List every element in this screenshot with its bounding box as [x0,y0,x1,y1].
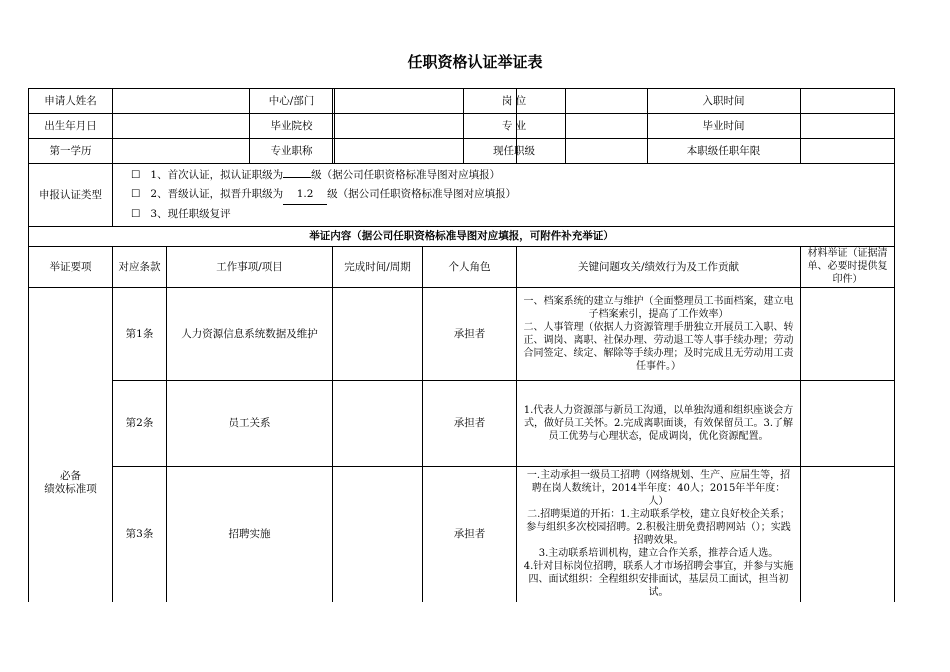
title-value-cell[interactable] [333,139,535,164]
applicant-name-cell[interactable] [113,89,333,114]
apply-type-label: 申报认证类型 [29,164,113,227]
apply-type-options [113,164,895,227]
entry-date-value[interactable] [801,89,895,114]
graduation-date-label: 毕业时间 [702,119,745,132]
header-contrib: 关键问题攻关/绩效行为及工作贡献 [517,247,801,288]
evidence-section-title: 举证内容（据公司任职资格标准导图对应填报，可附件补充举证） [29,227,895,247]
header-clause: 对应条款 [113,247,167,288]
row3-time[interactable] [333,467,423,602]
row2-clause: 第2条 [113,381,167,467]
current-rank-value-cell[interactable] [517,139,801,164]
option-first-cert[interactable]: ☐ 1、首次认证，拟认证职级为 级（据公司任职资格标准导图对应填报） [113,166,894,185]
birth-date-label: 出生年月日 [29,114,113,139]
major-value-cell[interactable] [517,114,801,139]
row1-item: 人力资源信息系统数据及维护 [167,288,333,381]
certification-form-table [28,88,895,602]
header-item: 工作事项/项目 [167,247,333,288]
school-label: 毕业院校 [270,119,313,132]
checkbox-icon[interactable]: ☐ [131,188,141,200]
row1-role: 承担者 [423,288,517,381]
row1-clause: 第1条 [113,288,167,381]
row3-contrib: 一.主动承担一级员工招聘（网络规划、生产、应届生等，招聘在岗人数统计，2014半年度：40人；2015年半年度：人） 二.招聘渠道的开拓：1.主动联系学校，建立良好校企关系；参与组织多次校园招聘。2.积极注册免费招聘网站（）；实践招聘效果。 3.主动联系培训机构，建立合作关系，推荐合适人选。 4.针对目标岗位招聘，联系人才市场招聘会事宜，并参与实施四、面试组织：全程组织安排面试，基层员工面试，担当初试。 [517,467,801,602]
education-label: 第一学历 [29,139,113,164]
checkbox-icon[interactable]: ☐ [131,208,141,220]
rank-years-label: 本职级任职年限 [686,144,761,157]
page-title: 任职资格认证举证表 [407,53,543,71]
major-label: 专 业 [501,119,527,132]
checkbox-icon[interactable]: ☐ [131,169,141,181]
education-cell[interactable] [113,139,333,164]
department-label: 中心/部门 [268,94,315,107]
department-value-cell[interactable] [333,89,527,114]
req-category: 必备 绩效标准项 [29,288,113,602]
current-rank-label: 现任职级 [493,144,535,157]
school-value-cell[interactable] [333,114,527,139]
row1-contrib: 一、档案系统的建立与维护（全面整理员工书面档案，建立电子档案索引，提高了工作效率） 二、人事管理（依据人力资源管理手册独立开展员工入职、转正、调岗、离职、社保办理、劳动退工等人事手续办理；劳动合同签定、续定、解除等手续办理；及时完成且无劳动用工责任事件。） [517,288,801,381]
header-time: 完成时间/周期 [333,247,423,288]
position-value-cell[interactable] [517,89,801,114]
position-label: 岗 位 [501,94,527,107]
entry-date-label: 入职时间 [702,94,745,107]
header-material: 材料举证（证据清单、必要时提供复印件） [801,247,895,288]
row3-clause: 第3条 [113,467,167,602]
option-promotion-cert[interactable]: ☐ 2、晋级认证，拟晋升职级为 1.2 级（据公司任职资格标准导图对应填报） [113,185,894,205]
row3-item: 招聘实施 [167,467,333,602]
option-re-evaluation[interactable]: ☐ 3、现任职级复评 [113,205,894,224]
first-cert-rank-blank[interactable] [283,177,311,178]
applicant-name-label: 申请人姓名 [29,89,113,114]
row3-material[interactable] [801,467,895,602]
row2-item: 员工关系 [167,381,333,467]
birth-date-cell[interactable] [113,114,333,139]
header-role: 个人角色 [423,247,517,288]
header-req: 举证要项 [29,247,113,288]
row2-material[interactable] [801,381,895,467]
rank-years-value[interactable] [801,139,895,164]
title-label: 专业职称 [270,144,313,157]
row2-time[interactable] [333,381,423,467]
row1-material[interactable] [801,288,895,381]
row3-role: 承担者 [423,467,517,602]
row1-time[interactable] [333,288,423,381]
graduation-date-value[interactable] [801,114,895,139]
row2-role: 承担者 [423,381,517,467]
row2-contrib: 1.代表人力资源部与新员工沟通，以单独沟通和组织座谈会方式，做好员工关怀。2.完成离职面谈，有效保留员工。3.了解员工优势与心理状态，促成调岗，优化资源配置。 [517,381,801,467]
promotion-rank-blank[interactable]: 1.2 [283,185,327,205]
